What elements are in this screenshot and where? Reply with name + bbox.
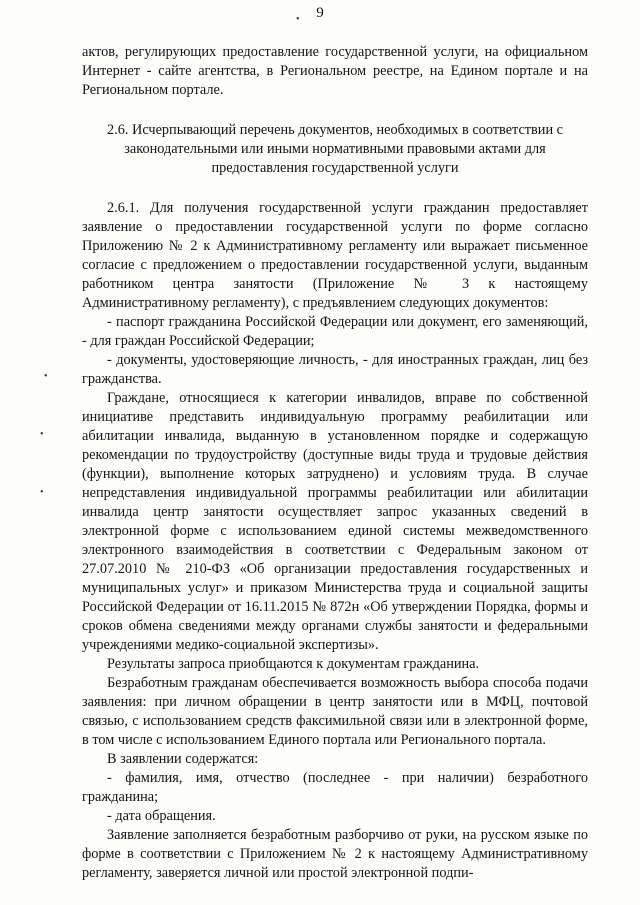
list-item: - фамилия, имя, отчество (последнее - при наличии) безработного гражданина; — [82, 770, 588, 805]
scan-speck: • — [40, 487, 44, 498]
document-body — [82, 43, 588, 883]
paragraph: Результаты запроса приобщаются к документам гражданина. — [107, 656, 480, 672]
paragraph: В заявлении содержатся: — [107, 751, 259, 767]
paragraph: Граждане, относящиеся к категории инвалидов, вправе по собственной инициативе представить индивидуальную программу реабилитации или абилитации инвалида, выданную в установленном порядке и содержащую рекомендации по трудоустройству (доступные виды труда и трудовые действия (функции), выполнение которых затруднено) и условиям труда. В случае непредставления индивидуальной программы реабилитации или абилитации инвалида центр занятости осуществляет запрос указанных сведений в электронной форме с использованием единой системы межведомственного электронного взаимодействия в соответствии с Федеральным законом от 27.07.2010 № 210-ФЗ «Об организации предоставления государственных и муниципальных услуг» и приказом Министерства труда и социальной защиты Российской Федерации от 16.11.2015 № 872н «Об утверждении Порядка, формы и сроков обмена сведениями между органами службы занятости и федеральными учреждениями медико-социальной экспертизы». — [82, 390, 588, 653]
list-item: - дата обращения. — [107, 808, 216, 824]
continuation-paragraph: актов, регулирующих предоставление государственной услуги, на официальном Интернет - сайте агентства, в Региональном реестре, на Едином портале и на Региональном портале. — [82, 44, 588, 98]
scan-speck: • — [296, 14, 300, 25]
page-number: 9 — [316, 5, 324, 21]
paragraph: 2.6.1. Для получения государственной услуги гражданин предоставляет заявление о предоставлении государственной услуги по форме согласно Приложению № 2 к Административному регламенту или выражает письменное согласие с предложением о предоставлении государственной услуги, выданным работником центра занятости (Приложение № 3 к настоящему Административному регламенту), с предъявлением следующих документов: — [82, 200, 588, 311]
paragraph: Безработным гражданам обеспечивается возможность выбора способа подачи заявления: при личном обращении в центр занятости или в МФЦ, почтовой связью, с использованием средств факсимильной связи или в электронной форме, в том числе с использованием Единого портала или Регионального портала. — [82, 675, 588, 748]
list-item: - паспорт гражданина Российской Федерации или документ, его заменяющий, - для граждан Российской Федерации; — [82, 314, 588, 349]
section-heading: 2.6. Исчерпывающий перечень документов, необходимых в соответствии с законодательными или иными нормативными правовыми актами для предоставления государственной услуги — [106, 122, 564, 176]
paragraph: Заявление заполняется безработным разборчиво от руки, на русском языке по форме в соответствии с Приложением № 2 к настоящему Административному регламенту, заверяется личной или простой электронной подпи- — [82, 827, 588, 881]
list-item: - документы, удостоверяющие личность, - для иностранных граждан, лиц без гражданства. — [82, 352, 588, 387]
scan-speck: • — [40, 429, 44, 440]
scan-speck: • — [44, 371, 48, 382]
